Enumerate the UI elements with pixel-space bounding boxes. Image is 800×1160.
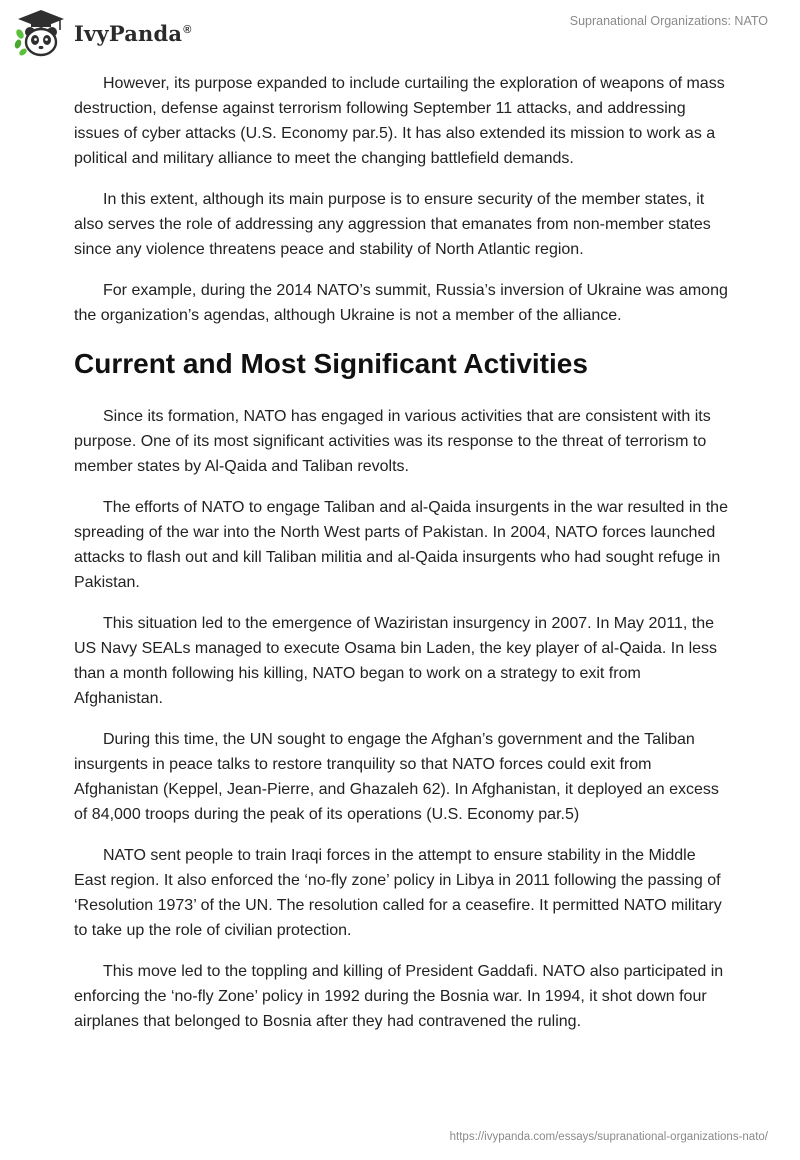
paragraph: This move led to the toppling and killing of President Gaddafi. NATO also participated in enforcing the ‘no-fly Zone’ policy in 1992 during the Bosnia war. In 1994, it shot down four airplanes that belonged to Bosnia after they had contravened the ruling. (74, 963, 724, 1030)
section-heading: Current and Most Significant Activities (74, 348, 588, 379)
paragraph: During this time, the UN sought to engage the Afghan’s government and the Taliban insurgents in peace talks to restore tranquility so that NATO forces could exit from Afghanistan (Keppel, Jean-Pierre, and Ghazaleh 62). In Afghanistan, it deployed an excess of 84,000 troops during the peak of its operations (U.S. Economy par.5) (74, 731, 719, 823)
paragraph: Since its formation, NATO has engaged in various activities that are consistent with its purpose. One of its most significant activities was its response to the threat of terrorism to member states by Al-Qaida and Taliban revolts. (74, 408, 711, 475)
ivypanda-logo[interactable] (14, 8, 192, 58)
page-header (0, 0, 800, 64)
logo-wordmark: IvyPanda® (74, 20, 192, 46)
paragraph: In this extent, although its main purpose is to ensure security of the member states, it also serves the role of addressing any aggression that emanates from non-member states since any violence threatens peace and stability of North Atlantic region. (74, 191, 711, 258)
paragraph: This situation led to the emergence of Waziristan insurgency in 2007. In May 2011, the US Navy SEALs managed to execute Osama bin Laden, the key player of al-Qaida. In less than a month following his killing, NATO began to work on a strategy to exit from Afghanistan. (74, 615, 718, 707)
paragraph: The efforts of NATO to engage Taliban and al-Qaida insurgents in the war resulted in the spreading of the war into the North West parts of Pakistan. In 2004, NATO forces launched attacks to flash out and kill Taliban militia and al-Qaida insurgents who had sought refuge in Pakistan. (74, 499, 728, 591)
paragraph: For example, during the 2014 NATO’s summit, Russia’s inversion of Ukraine was among the organization’s agendas, although Ukraine is not a member of the alliance. (74, 282, 728, 324)
document-title: Supranational Organizations: NATO (569, 14, 768, 28)
registered-mark: ® (183, 23, 192, 36)
panda-graduation-cap-icon (14, 8, 68, 58)
paragraph: However, its purpose expanded to include curtailing the exploration of weapons of mass destruction, defense against terrorism following September 11 attacks, and addressing issues of cyber attacks (U.S. Economy par.5). It has also extended its mission to work as a political and military alliance to meet the changing battlefield demands. (74, 75, 725, 167)
paragraph: NATO sent people to train Iraqi forces in the attempt to ensure stability in the Middle East region. It also enforced the ‘no-fly zone’ policy in Libya in 2011 following the passing of ‘Resolution 1973’ of the UN. The resolution called for a ceasefire. It permitted NATO military to take up the role of civilian protection. (74, 847, 722, 939)
essay-body (74, 71, 728, 1050)
source-url[interactable]: https://ivypanda.com/essays/supranational-organizations-nato/ (449, 1131, 768, 1143)
